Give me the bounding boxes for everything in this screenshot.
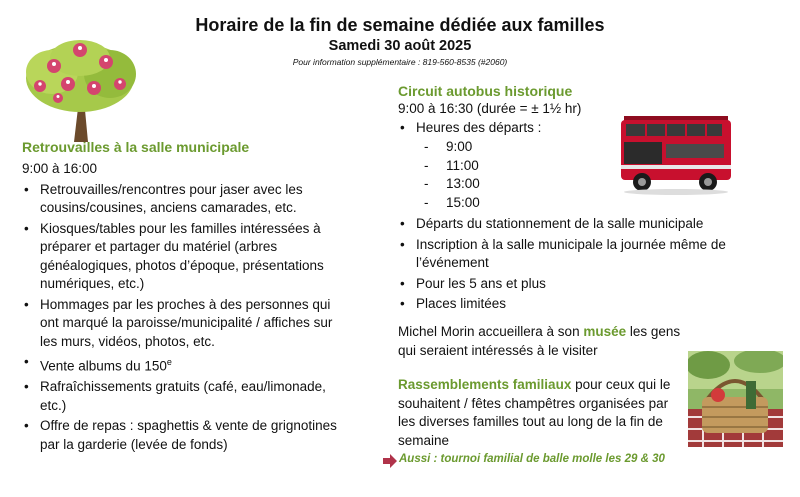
album-text: Vente albums du 150 <box>40 358 167 374</box>
family-tree-icon <box>22 38 140 142</box>
museum-highlight: musée <box>583 324 627 339</box>
event-date: Samedi 30 août 2025 <box>328 38 472 54</box>
museum-text-pre: Michel Morin accueillera à son <box>398 324 584 339</box>
tournament-text: Aussi : tournoi familial de balle molle les 29 & 30 <box>399 453 665 465</box>
list-item: • Hommages par les proches à des personnes qui ont marqué la paroisse/municipalité / affiches sur les murs, vidéos, photos, etc. <box>22 296 352 352</box>
departure-time: - 9:00 <box>416 138 743 157</box>
list-item: • Départs du stationnement de la salle municipale <box>398 215 743 234</box>
departure-time: - 15:00 <box>416 194 743 213</box>
gathering-text: pour ceux qui le souhaitent / fêtes champêtres organisées par les diverses familles tout au long de la fin de semaine <box>398 377 671 448</box>
reunion-list <box>22 181 352 455</box>
museum-note <box>398 323 698 360</box>
list-item: • Places limitées <box>398 295 743 314</box>
departure-time: - 13:00 <box>416 175 743 194</box>
list-item: • Rafraîchissements gratuits (café, eau/limonade, etc.) <box>22 378 352 415</box>
reunion-time: 9:00 à 16:00 <box>22 161 98 176</box>
museum-text-post: les gens qui seraient intéressés à le visiter <box>398 324 681 358</box>
gathering-heading: Rassemblements familiaux <box>398 377 572 392</box>
bus-details-list <box>398 215 743 314</box>
list-item: • Kiosques/tables pour les familles intéressées à préparer et partager du matériel (arbres généalogiques, photos d’époque, présentations numériques, etc.) <box>22 220 352 294</box>
album-superscript: e <box>166 357 172 367</box>
tour-bus-icon <box>618 110 734 196</box>
reunion-heading: Retrouvailles à la salle municipale <box>22 139 250 155</box>
right-arrow-icon <box>383 454 397 468</box>
bus-tour-heading: Circuit autobus historique <box>398 83 573 99</box>
bus-tour-time: 9:00 à 16:30 (durée = ± 1½ hr) <box>398 101 582 116</box>
tournament-note <box>383 452 703 470</box>
list-item: • Inscription à la salle municipale la journée même de l’événement <box>398 236 743 273</box>
picnic-basket-icon <box>688 351 783 447</box>
list-item <box>22 353 352 376</box>
gathering-note <box>398 376 683 450</box>
list-item: • Pour les 5 ans et plus <box>398 275 743 294</box>
list-item: • Offre de repas : spaghettis & vente de grignotines par la garderie (levée de fonds) <box>22 417 352 454</box>
page-title: Horaire de la fin de semaine dédiée aux familles <box>195 15 605 35</box>
list-item: • Heures des départs : <box>398 119 743 138</box>
list-item: • Retrouvailles/rencontres pour jaser avec les cousins/cousines, anciens camarades, etc. <box>22 181 352 218</box>
departure-time: - 11:00 <box>416 157 743 176</box>
contact-info: Pour information supplémentaire : 819-560-8535 (#2060) <box>292 57 508 67</box>
